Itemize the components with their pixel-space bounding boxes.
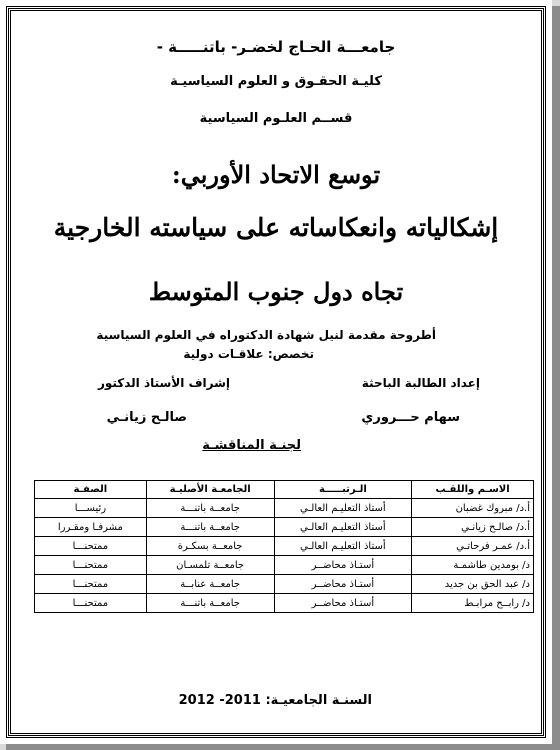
member-name: د/ عبد الحق بن جديد [412, 575, 534, 594]
member-role: ممتحنـــا [35, 575, 147, 594]
member-rank: أستـاذ محاضــر [274, 556, 412, 575]
header-role: الصفـة [35, 481, 147, 499]
academic-year: السنـة الجامعيـة: 2011- 2012 [178, 693, 372, 708]
table-row [35, 537, 534, 556]
table-row [35, 594, 534, 613]
faculty-name: كليـة الحقـوق و العلوم السياسيـة [170, 74, 382, 89]
thesis-title-line-1: توسع الاتحاد الأوربي: [171, 160, 381, 189]
member-role: مشرفـا ومقـررا [35, 518, 147, 537]
member-role: ممتحنـــا [35, 594, 147, 613]
member-rank: أستـاذ محاضــر [274, 594, 412, 613]
prepared-by-label: إعداد الطالبة الباحثة [361, 376, 480, 390]
member-name: أ.د/ صالـح زيانـي [412, 518, 534, 537]
member-role: رئيســـا [35, 499, 147, 518]
thesis-description: أطروحة مقدمة لنيل شهادة الدكتوراه في العلوم السياسية [96, 328, 436, 342]
member-rank: أستـاذ محاضــر [274, 575, 412, 594]
member-name: د/ رابــح مرابـط [412, 594, 534, 613]
header-rank: الـرتبـــــة [274, 481, 412, 499]
member-role: ممتحنـــا [35, 556, 147, 575]
page-shadow-bottom [6, 744, 560, 750]
member-name: د/ بومدين طاشمـة [412, 556, 534, 575]
member-university: جامعــة تلمسـان [146, 556, 274, 575]
member-name: أ.د/ مبروك غضبان [412, 499, 534, 518]
table-row [35, 499, 534, 518]
member-rank: أستاذ التعليـم العالـي [274, 537, 412, 556]
department-name: قســم العلـوم السياسية [199, 111, 353, 126]
thesis-title-line-3: تجاه دول جنوب المتوسط [148, 277, 404, 306]
member-rank: أستاذ التعليـم العالـي [274, 518, 412, 537]
member-university: جامعــة بسكـرة [146, 537, 274, 556]
supervised-by-label: إشراف الأستاذ الدكتور [97, 376, 230, 390]
page-shadow-right [552, 6, 560, 750]
member-university: جامعــة باتنـــة [146, 499, 274, 518]
table-row [35, 556, 534, 575]
header-name: الاسـم واللقـب [412, 481, 534, 499]
header-university: الجامعـة الأصليـة [146, 481, 274, 499]
table-header-row [35, 481, 534, 499]
committee-table [34, 480, 534, 613]
student-name: سهام حـــروري [361, 410, 460, 425]
member-name: أ.د/ عمـر فرحاتـي [412, 537, 534, 556]
member-role: ممتحنـــا [35, 537, 147, 556]
table-row [35, 575, 534, 594]
member-university: جامعــة باتنـــة [146, 518, 274, 537]
committee-title: لجنـة المناقشـة [202, 438, 301, 453]
university-name: جامعـــة الحـاج لخضـر- باتنـــــة - [156, 38, 396, 56]
thesis-title-line-2: إشكالياته وانعكاساته على سياسته الخارجية [53, 213, 499, 242]
specialization: تخصص: علاقـات دولية [183, 347, 314, 361]
member-university: جامعــة عنابــة [146, 575, 274, 594]
member-rank: أستاذ التعليـم العالـي [274, 499, 412, 518]
supervisor-name: صالـح زيانـي [106, 410, 187, 425]
member-university: جامعــة باتنـــة [146, 594, 274, 613]
table-row [35, 518, 534, 537]
